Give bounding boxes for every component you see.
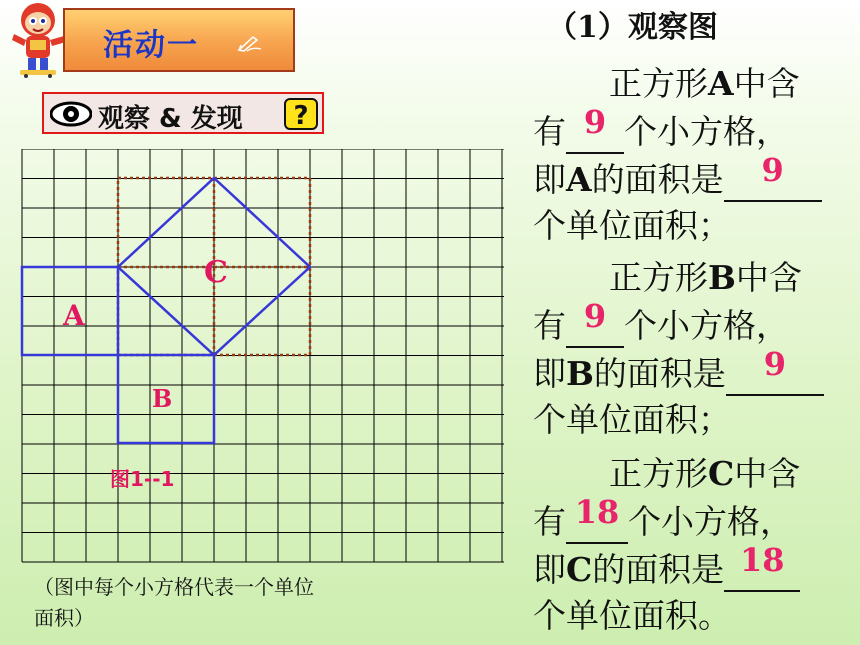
- question-icon: [284, 98, 318, 130]
- eye-icon: [50, 101, 92, 127]
- a-line1: 正方形A中含: [609, 64, 800, 103]
- c-line3: 即C的面积是 18: [533, 550, 800, 592]
- grid-figure: [20, 149, 504, 563]
- b-area-blank: [726, 345, 824, 396]
- b-line2: 有 9 个小方格，: [533, 306, 789, 348]
- grid-note-line2: 面积）: [34, 606, 94, 630]
- a-line3: 即A的面积是 9: [533, 160, 822, 202]
- b-count-answer: 9: [583, 297, 607, 335]
- pencil-icon: [237, 34, 263, 52]
- activity-banner: [63, 8, 295, 72]
- c-line4: 个单位面积。: [533, 596, 731, 635]
- observe-discover-label: [42, 92, 324, 134]
- activity-title: 活动一: [103, 28, 199, 63]
- heading: （1）观察图: [547, 10, 718, 45]
- a-area-answer: 9: [761, 151, 784, 189]
- c-line1: 正方形C中含: [609, 454, 801, 493]
- question-mark: ?: [293, 101, 309, 130]
- figure-caption: 图1--1: [110, 467, 175, 491]
- c-line2: 有 18 个小方格，: [533, 502, 793, 544]
- grid-note-line1: （图中每个小方格代表一个单位: [34, 575, 314, 599]
- c-count-blank: [566, 493, 628, 544]
- label-a: A: [63, 299, 85, 332]
- b-line4: 个单位面积；: [533, 400, 731, 439]
- a-count-answer: 9: [583, 103, 607, 141]
- b-line1: 正方形B中含: [609, 258, 802, 297]
- a-line2: 有 9 个小方格，: [533, 112, 789, 154]
- c-area-blank: [724, 541, 800, 592]
- b-letter: B: [708, 258, 736, 297]
- b-area-answer: 9: [763, 345, 787, 383]
- c-area-answer: 18: [740, 541, 785, 579]
- c-count-answer: 18: [574, 493, 620, 531]
- a-letter: A: [708, 64, 734, 103]
- label-b: B: [152, 384, 173, 413]
- b-line3: 即B的面积是 9: [533, 354, 824, 396]
- observe-text: 观察 & 发现: [98, 104, 243, 134]
- c-letter: C: [708, 454, 735, 493]
- mascot-image: [6, 0, 70, 78]
- b-count-blank: [566, 297, 624, 348]
- a-line4: 个单位面积；: [533, 206, 731, 245]
- a-area-blank: [724, 151, 822, 202]
- label-c: C: [204, 255, 228, 290]
- a-count-blank: [566, 103, 624, 154]
- grid-note: [34, 572, 454, 634]
